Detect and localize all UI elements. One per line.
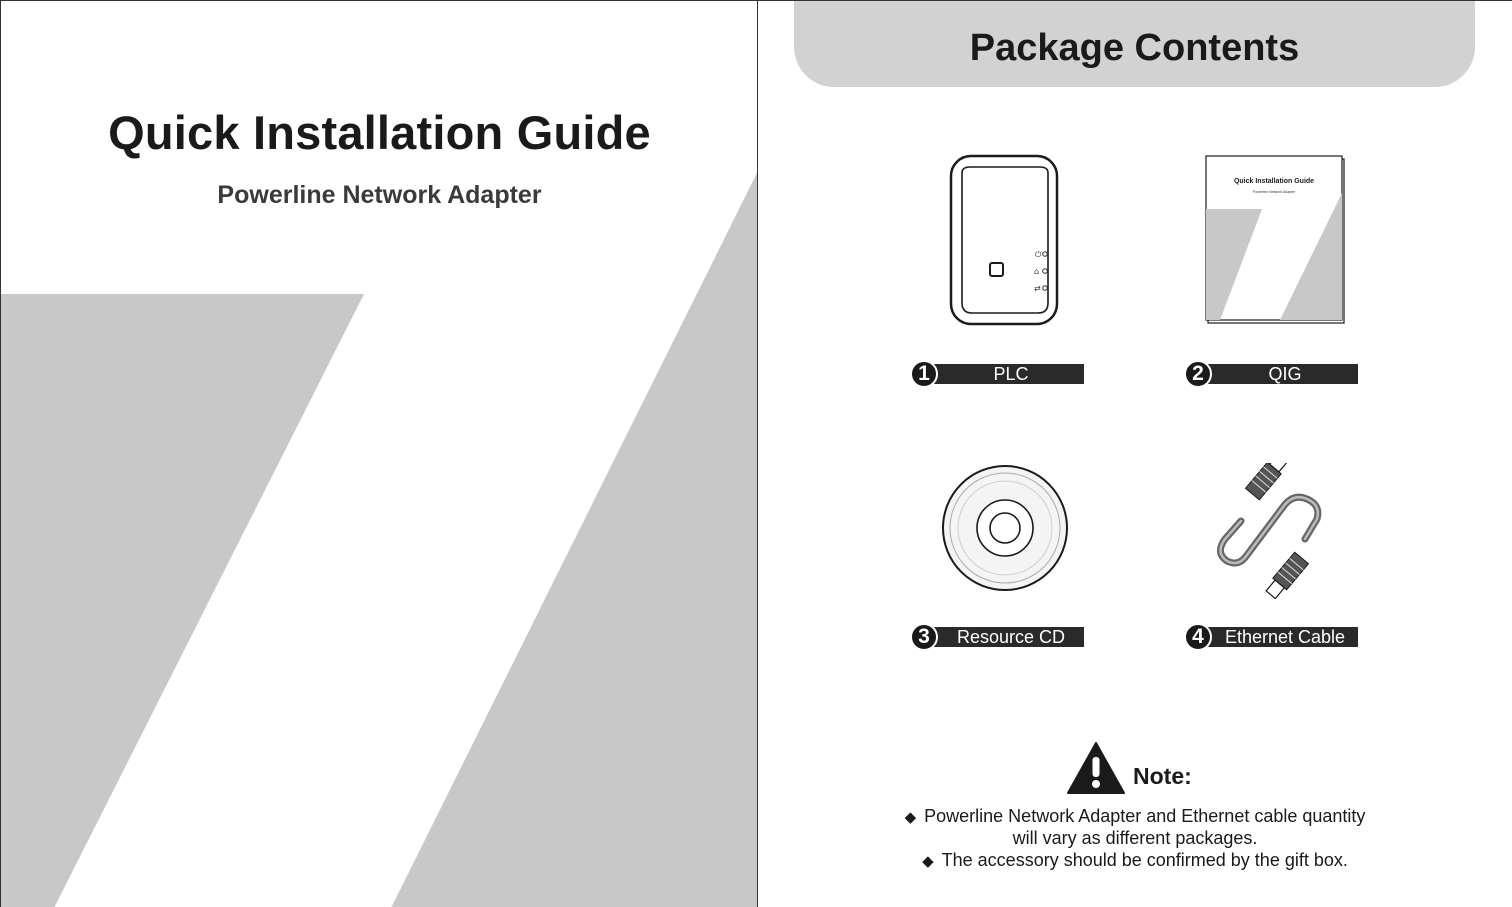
- guide-subtitle: Powerline Network Adapter: [217, 181, 542, 209]
- package-contents-title: Package Contents: [969, 27, 1300, 69]
- bullet-diamond: ◆: [922, 853, 934, 870]
- package-contents-page: [758, 0, 1512, 907]
- svg-text:⏻: ⏻: [1035, 250, 1042, 259]
- note-text: Powerline Network Adapter and Ethernet cable quantity: [924, 806, 1366, 826]
- item-number-badge: 4: [1184, 623, 1212, 651]
- item-number-badge: 1: [910, 360, 938, 388]
- item-label-text: Ethernet Cable: [1224, 627, 1346, 647]
- package-contents-header: [794, 1, 1475, 87]
- bullet-diamond: ◆: [904, 809, 917, 826]
- item-label-qig: [1184, 363, 1358, 385]
- note-line-3: [758, 850, 1512, 871]
- svg-text:⇄: ⇄: [1034, 284, 1041, 293]
- item-label-resource-cd: [910, 626, 1084, 648]
- guide-title: Quick Installation Guide: [108, 106, 651, 159]
- item-label-text: Resource CD: [956, 627, 1066, 647]
- ethernet-cable-icon: [1213, 463, 1349, 599]
- item-label-plc: [910, 363, 1084, 385]
- note-line-1: [758, 806, 1512, 827]
- guide-booklet-icon: [1202, 153, 1348, 325]
- item-label-ethernet-cable: [1184, 626, 1358, 648]
- item-label-text: PLC: [993, 364, 1029, 384]
- note-title: Note:: [1133, 763, 1192, 789]
- item-number-badge: 2: [1184, 360, 1212, 388]
- item-number-badge: 3: [910, 623, 938, 651]
- booklet-subtitle: Powerline Network Adapter: [1252, 190, 1296, 194]
- powerline-adapter-icon: [948, 153, 1062, 329]
- booklet-title: Quick Installation Guide: [1233, 178, 1315, 185]
- svg-text:⌂: ⌂: [1034, 267, 1040, 276]
- note-text: The accessory should be confirmed by the gift box.: [941, 850, 1348, 870]
- item-label-text: QIG: [1268, 364, 1302, 384]
- cd-icon: [940, 463, 1070, 593]
- note-text: will vary as different packages.: [1012, 828, 1258, 848]
- note-line-2: [758, 828, 1512, 849]
- warning-icon: [1066, 741, 1126, 795]
